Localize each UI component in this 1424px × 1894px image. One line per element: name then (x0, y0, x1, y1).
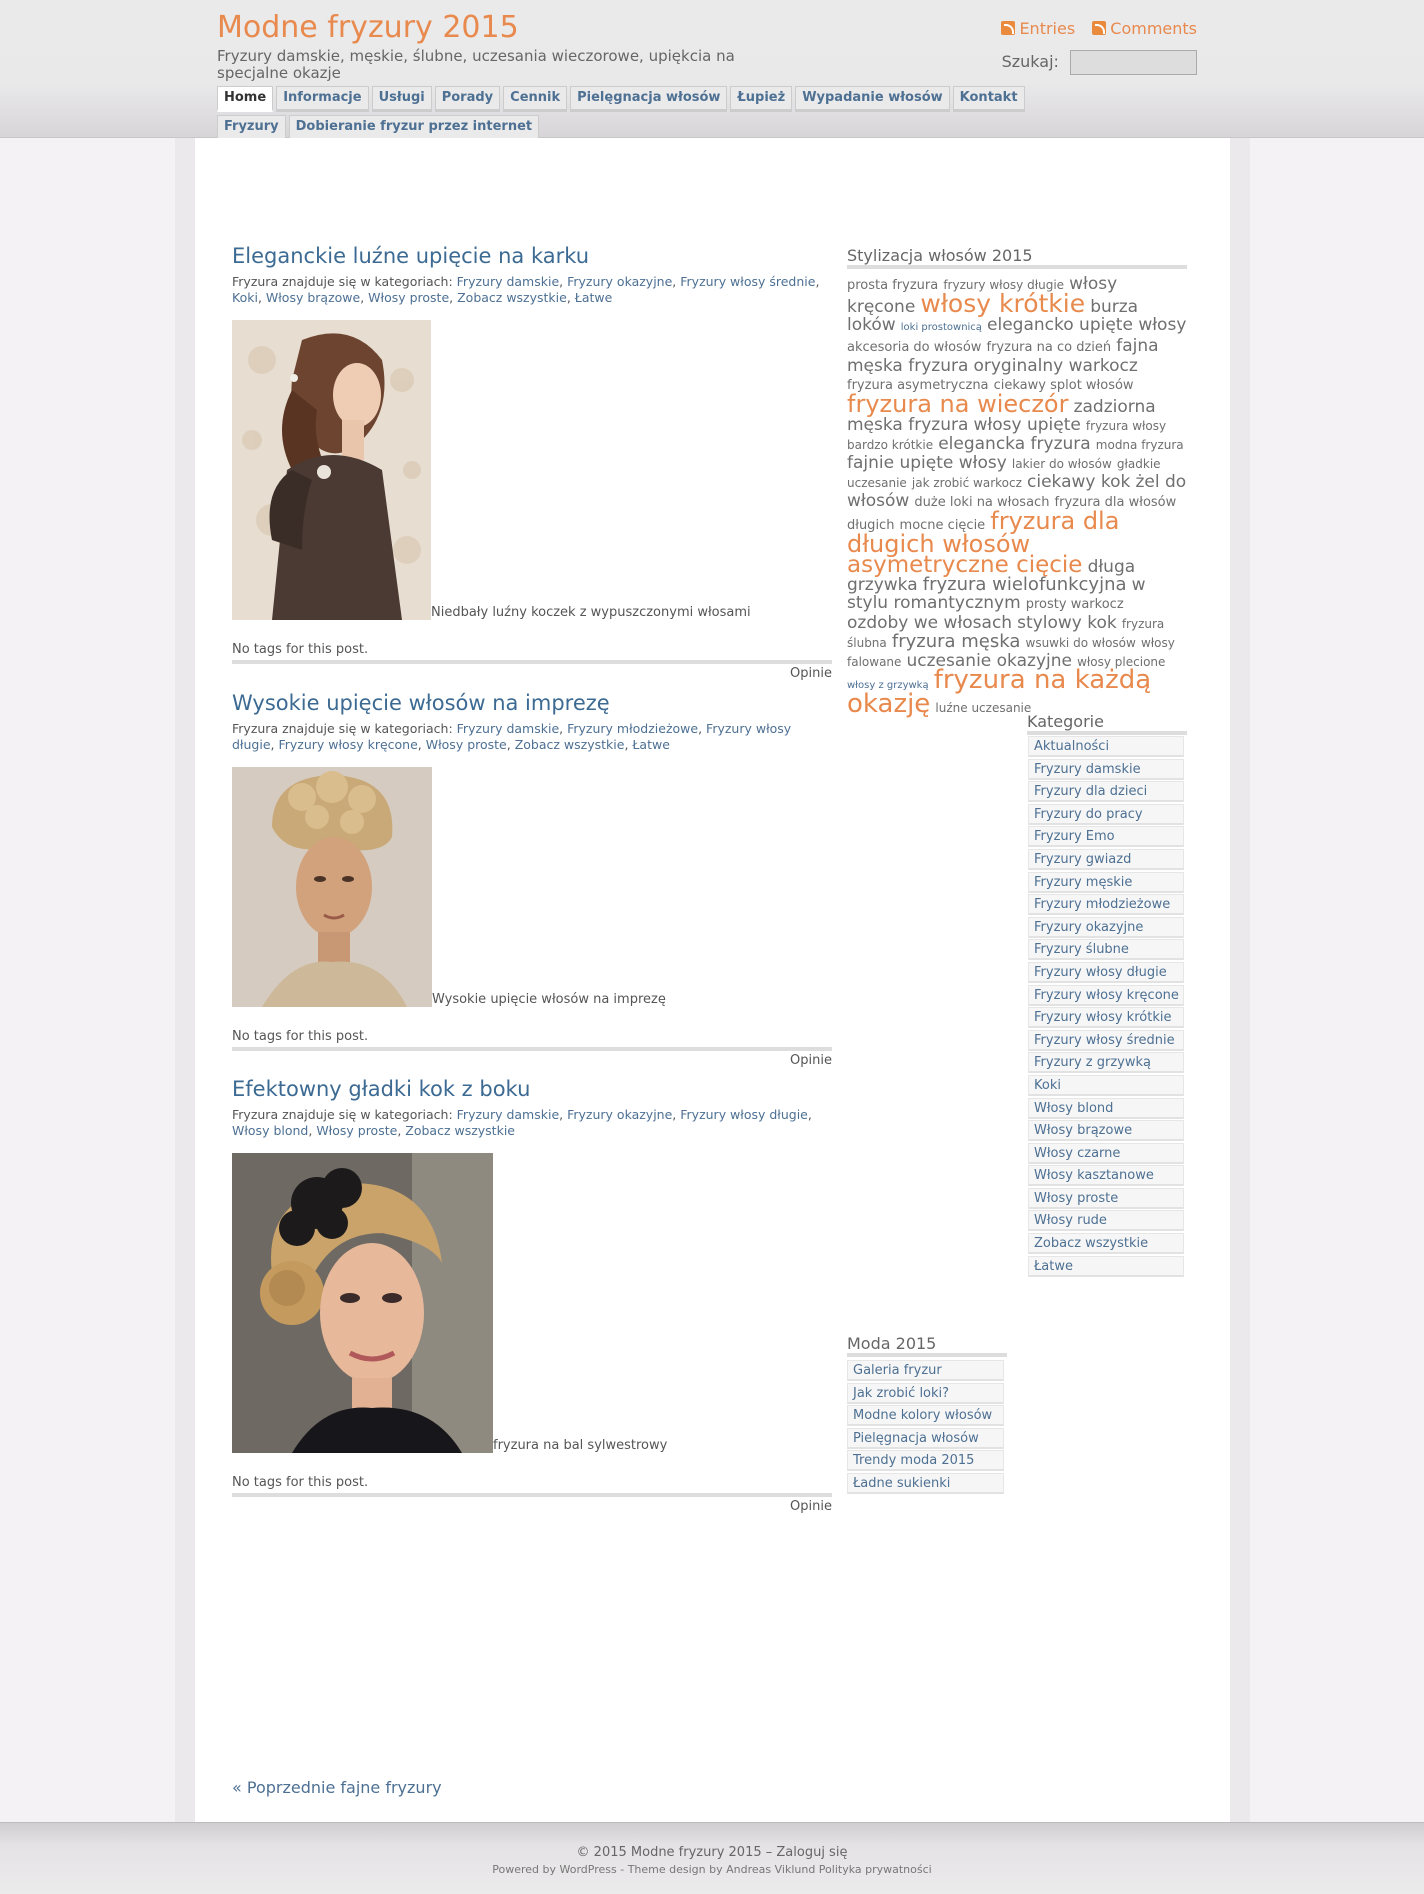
category-link[interactable]: Fryzury okazyjne (567, 1107, 673, 1122)
moda-item[interactable]: Pielęgnacja włosów (847, 1428, 1004, 1449)
category-item[interactable]: Włosy proste (1028, 1188, 1184, 1209)
tag-link[interactable]: w stylu romantycznym (847, 575, 1146, 613)
image-caption: Wysokie upięcie włosów na imprezę (432, 992, 666, 1007)
tag-link[interactable]: długa grzywka (847, 557, 1136, 595)
post-title[interactable]: Wysokie upięcie włosów na imprezę (232, 691, 610, 715)
category-item[interactable]: Fryzury gwiazd (1028, 849, 1184, 870)
tag-link[interactable]: włosy plecione (1077, 655, 1166, 669)
category-item[interactable]: Fryzury włosy długie (1028, 962, 1184, 983)
moda-title: Moda 2015 (847, 1334, 1007, 1357)
tag-link[interactable]: ciekawy splot włosów (993, 378, 1134, 393)
category-link[interactable]: Fryzury damskie (456, 1107, 560, 1122)
tag-link[interactable]: włosy upięte (973, 415, 1081, 435)
comments-feed-link[interactable] (1092, 19, 1197, 38)
category-link[interactable]: Łatwe (632, 737, 670, 752)
meta-prefix: Fryzura znajduje się w kategoriach: (232, 721, 453, 736)
tag-link[interactable]: loki prostownicą (900, 322, 982, 333)
tag-link[interactable]: prosta fryzura (847, 278, 939, 293)
category-item[interactable]: Fryzury z grzywką (1028, 1052, 1184, 1073)
category-item[interactable]: Włosy brązowe (1028, 1120, 1184, 1141)
category-item[interactable]: Zobacz wszystkie (1028, 1233, 1184, 1254)
nav-tab-dobieranie[interactable]: Dobieranie fryzur przez internet (289, 115, 539, 141)
category-item[interactable]: Fryzury młodzieżowe (1028, 894, 1184, 915)
tag-link[interactable]: burza loków (847, 297, 1139, 335)
category-link[interactable]: Włosy proste (425, 737, 507, 752)
comments-link[interactable]: Opinie (790, 1499, 832, 1514)
post-categories: Fryzura znajduje się w kategoriach: Fryzury damskie, Fryzury okazyjne, Fryzury włosy średnie, Koki, Włosy brązowe, Włosy proste, Zobacz wszystkie, Łatwe (232, 274, 820, 305)
categories-title: Kategorie (1027, 712, 1187, 735)
category-link[interactable]: Fryzury młodzieżowe (567, 721, 699, 736)
search-label: Szukaj: (1001, 52, 1059, 71)
tag-link[interactable]: gładkie uczesanie (847, 457, 1161, 490)
nav-tab-kontakt[interactable]: Kontakt (953, 86, 1025, 112)
category-link[interactable]: Zobacz wszystkie (405, 1123, 515, 1138)
tag-link[interactable]: żel do włosów (847, 472, 1187, 511)
nav-tab-lupiez[interactable]: Łupież (730, 86, 792, 112)
nav-tab-wypadanie[interactable]: Wypadanie włosów (795, 86, 949, 112)
entries-label: Entries (1019, 19, 1076, 38)
tag-link[interactable]: mocne cięcie (899, 518, 986, 533)
tag-link[interactable]: fryzura asymetryczna (847, 378, 989, 393)
tag-link[interactable]: włosy z grzywką (847, 680, 929, 691)
nav-tab-informacje[interactable]: Informacje (276, 86, 368, 112)
tag-cloud (847, 275, 1187, 717)
tag-link[interactable]: oryginalny warkocz (973, 356, 1138, 376)
tag-link[interactable]: duże loki na włosach (914, 495, 1050, 510)
category-item[interactable]: Włosy blond (1028, 1098, 1184, 1119)
previous-posts-link[interactable]: « Poprzednie fajne fryzury (232, 1778, 442, 1797)
tag-link[interactable]: asymetryczne cięcie (847, 552, 1083, 578)
meta-prefix: Fryzura znajduje się w kategoriach: (232, 274, 453, 289)
category-link[interactable]: Fryzury damskie (456, 721, 560, 736)
post (232, 1077, 832, 1514)
tag-link[interactable]: elegancko upięte włosy (987, 315, 1187, 335)
category-link[interactable]: Fryzury włosy długie (680, 1107, 808, 1122)
category-link[interactable]: Włosy proste (316, 1123, 398, 1138)
hairstyle-photo[interactable] (232, 767, 432, 1007)
category-item[interactable]: Włosy kasztanowe (1028, 1165, 1184, 1186)
tag-link[interactable]: fryzura dla długich włosów (847, 507, 1120, 558)
tag-link[interactable]: elegancka fryzura (938, 434, 1091, 454)
tag-link[interactable]: fryzura na każdą okazję (847, 665, 1152, 719)
rss-icon (1092, 21, 1106, 35)
post-tags: No tags for this post. (232, 1475, 832, 1497)
site-footer (0, 1822, 1424, 1894)
comments-label: Comments (1110, 19, 1197, 38)
category-link[interactable]: Włosy brązowe (265, 290, 361, 305)
post-body (232, 1153, 832, 1453)
tag-link[interactable]: fryzura na co dzień (986, 340, 1112, 355)
tagcloud-title: Stylizacja włosów 2015 (847, 246, 1187, 269)
category-item[interactable]: Koki (1028, 1075, 1184, 1096)
post (232, 691, 832, 1068)
feed-links (989, 19, 1197, 38)
post-title[interactable]: Efektowny gładki kok z boku (232, 1077, 531, 1101)
post-tags: No tags for this post. (232, 642, 832, 664)
tag-link[interactable]: modna fryzura (1095, 438, 1184, 452)
tag-link[interactable]: uczesanie okazyjne (906, 651, 1072, 671)
entries-feed-link[interactable] (1001, 19, 1075, 38)
search-input[interactable] (1070, 50, 1197, 75)
moda-item[interactable]: Ładne sukienki (847, 1473, 1004, 1494)
main-navigation (217, 86, 1057, 144)
category-item[interactable]: Fryzury włosy krótkie (1028, 1007, 1184, 1028)
tag-link[interactable]: fryzura męska (891, 631, 1021, 652)
site-description: Fryzury damskie, męskie, ślubne, uczesania wieczorowe, upiękcia na specjalne okazje (217, 47, 735, 82)
post-title[interactable]: Eleganckie luźne upięcie na karku (232, 244, 590, 268)
post (232, 244, 832, 681)
category-item[interactable]: Fryzury ślubne (1028, 939, 1184, 960)
tag-link[interactable]: akcesoria do włosów (847, 340, 982, 355)
tag-link[interactable]: prosty warkocz (1025, 597, 1124, 612)
tag-link[interactable]: lakier do włosów (1011, 457, 1112, 471)
moda-list (847, 1360, 1004, 1496)
category-link[interactable]: Fryzury włosy średnie (680, 274, 816, 289)
category-item[interactable]: Łatwe (1028, 1256, 1184, 1277)
tag-link[interactable]: stylowy kok (1017, 613, 1117, 633)
tag-link[interactable]: fajnie upięte włosy (847, 453, 1007, 473)
footer-copyright: © 2015 Modne fryzury 2015 – Zaloguj się (576, 1845, 848, 1860)
nav-tab-home[interactable]: Home (217, 86, 273, 112)
category-item[interactable]: Włosy czarne (1028, 1143, 1184, 1164)
site-title[interactable]: Modne fryzury 2015 (217, 10, 519, 45)
category-item[interactable]: Włosy rude (1028, 1210, 1184, 1231)
category-item[interactable]: Fryzury Emo (1028, 826, 1184, 847)
tag-link[interactable]: fryzura na wieczór (847, 390, 1069, 418)
nav-tab-porady[interactable]: Porady (435, 86, 500, 112)
meta-prefix: Fryzura znajduje się w kategoriach: (232, 1107, 453, 1122)
post-categories: Fryzura znajduje się w kategoriach: Fryzury damskie, Fryzury młodzieżowe, Fryzury włosy długie, Fryzury włosy kręcone, Włosy proste, Zobacz wszystkie, Łatwe (232, 721, 792, 752)
tag-link[interactable]: fryzura ślubna (847, 617, 1165, 650)
nav-tab-fryzury[interactable]: Fryzury (217, 115, 286, 141)
moda-item[interactable]: Jak zrobić loki? (847, 1383, 1004, 1404)
category-link[interactable]: Zobacz wszystkie (457, 290, 567, 305)
moda-item[interactable]: Galeria fryzur (847, 1360, 1004, 1381)
category-link[interactable]: Fryzury włosy długie (232, 721, 792, 752)
category-link[interactable]: Zobacz wszystkie (514, 737, 625, 752)
post-categories: Fryzura znajduje się w kategoriach: Fryzury damskie, Fryzury okazyjne, Fryzury włosy długie, Włosy blond, Włosy proste, Zobacz wszystkie (232, 1107, 812, 1138)
tag-link[interactable]: zadziorna męska fryzura (847, 397, 1156, 435)
tag-link[interactable]: luźne uczesanie (935, 701, 1032, 715)
tag-link[interactable]: włosy krótkie (920, 289, 1086, 318)
category-link[interactable]: Łatwe (574, 290, 613, 305)
tag-link[interactable]: fryzury włosy długie (943, 278, 1065, 292)
tag-link[interactable]: ozdoby we włosach (847, 613, 1013, 633)
category-link[interactable]: Koki (232, 290, 258, 305)
nav-tab-pielegnacja[interactable]: Pielęgnacja włosów (570, 86, 727, 112)
category-item[interactable]: Fryzury damskie (1028, 759, 1184, 780)
image-caption: fryzura na bal sylwestrowy (493, 1438, 668, 1453)
hairstyle-photo[interactable] (232, 1153, 493, 1453)
nav-tab-uslugi[interactable]: Usługi (372, 86, 432, 112)
tag-link[interactable]: wsuwki do włosów (1025, 636, 1136, 650)
category-link[interactable]: Fryzury włosy kręcone (278, 737, 418, 752)
tag-link[interactable]: fryzura wielofunkcyjna (922, 574, 1127, 595)
category-link[interactable]: Fryzury damskie (456, 274, 560, 289)
category-item[interactable]: Fryzury włosy średnie (1028, 1030, 1184, 1051)
post-body (232, 320, 832, 620)
comments-link[interactable]: Opinie (790, 1053, 832, 1068)
category-link[interactable]: Włosy proste (368, 290, 450, 305)
tag-link[interactable]: fryzura włosy bardzo krótkie (847, 419, 1167, 452)
search-form (1002, 50, 1197, 75)
category-link[interactable]: Fryzury okazyjne (567, 274, 673, 289)
category-item[interactable]: Fryzury włosy kręcone (1028, 985, 1184, 1006)
category-item[interactable]: Fryzury dla dzieci (1028, 781, 1184, 802)
hairstyle-photo[interactable] (232, 320, 431, 620)
tag-link[interactable]: fryzura dla włosów długich (847, 495, 1177, 533)
site-header (0, 0, 1424, 138)
tag-link[interactable]: ciekawy kok (1027, 472, 1131, 492)
footer-credits: Powered by WordPress - Theme design by Andreas Viklund Polityka prywatności (492, 1863, 932, 1876)
category-item[interactable]: Fryzury do pracy (1028, 804, 1184, 825)
tag-link[interactable]: włosy kręcone (847, 274, 1118, 317)
tag-link[interactable]: włosy falowane (847, 636, 1175, 669)
tag-link[interactable]: jak zrobić warkocz (911, 476, 1022, 490)
tag-link[interactable]: fajna męska fryzura (847, 336, 1159, 376)
moda-item[interactable]: Modne kolory włosów (847, 1405, 1004, 1426)
category-item[interactable]: Aktualności (1028, 736, 1184, 757)
category-item[interactable]: Fryzury okazyjne (1028, 917, 1184, 938)
post-tags: No tags for this post. (232, 1029, 832, 1051)
moda-item[interactable]: Trendy moda 2015 (847, 1450, 1004, 1471)
rss-icon (1001, 21, 1015, 35)
comments-link[interactable]: Opinie (790, 666, 832, 681)
categories-list (1028, 736, 1184, 1278)
category-link[interactable]: Włosy blond (232, 1123, 309, 1138)
image-caption: Niedbały luźny koczek z wypuszczonymi włosami (431, 605, 751, 620)
nav-tab-cennik[interactable]: Cennik (503, 86, 567, 112)
post-body (232, 767, 832, 1007)
category-item[interactable]: Fryzury męskie (1028, 872, 1184, 893)
